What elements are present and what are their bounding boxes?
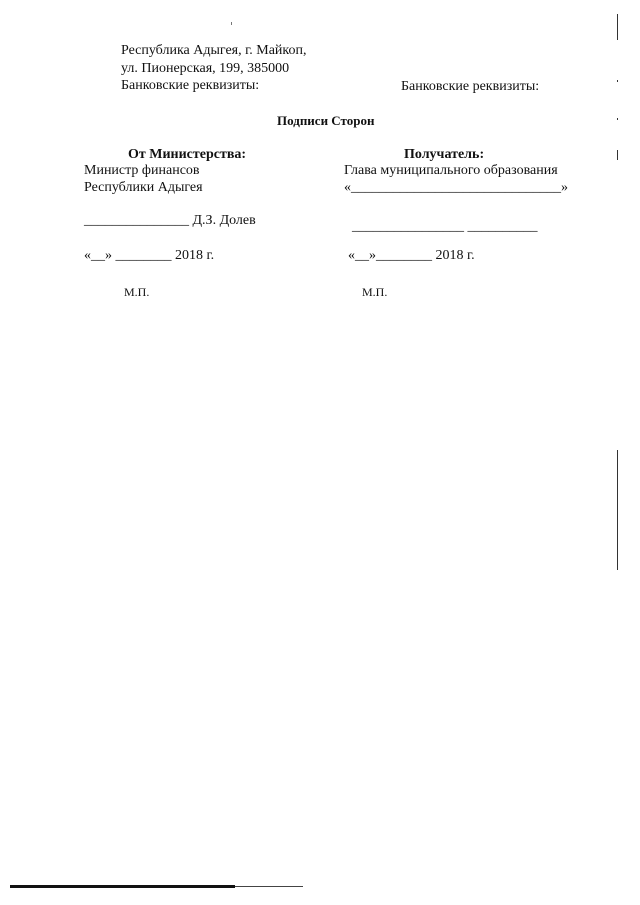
signatures-title: Подписи Сторон: [277, 113, 375, 128]
ministry-heading: От Министерства:: [128, 147, 247, 162]
ministry-position-1: Министр финансов: [84, 163, 200, 178]
recipient-position-1: Глава муниципального образования: [344, 163, 558, 178]
bank-details-left: Банковские реквизиты:: [121, 78, 260, 93]
recipient-name-quote: «______________________________»: [344, 180, 568, 195]
ministry-stamp: М.П.: [124, 285, 150, 299]
scan-edge-mark: [617, 14, 618, 40]
ministry-signature-line: _______________ Д.З. Долев: [84, 213, 256, 228]
recipient-date-line: «__»________ 2018 г.: [348, 248, 475, 263]
ministry-date-line: «__» ________ 2018 г.: [84, 248, 215, 263]
bank-details-right: Банковские реквизиты:: [401, 79, 540, 94]
recipient-heading: Получатель:: [404, 147, 485, 162]
scan-bottom-bar-thin: [235, 886, 303, 887]
scan-edge-mark: [617, 150, 618, 160]
address-line-1: Республика Адыгея, г. Майкоп,: [121, 43, 307, 58]
scan-edge-mark: [617, 450, 618, 570]
recipient-stamp: М.П.: [362, 285, 388, 299]
address-line-2: ул. Пионерская, 199, 385000: [121, 61, 290, 76]
ministry-position-2: Республики Адыгея: [84, 180, 203, 195]
scan-edge-mark: [617, 80, 618, 82]
scan-bottom-bar: [10, 885, 235, 888]
recipient-signature-line: ________________ __________: [352, 219, 538, 234]
scan-artifact-dot: [231, 22, 232, 25]
scan-edge-mark: [617, 118, 618, 120]
